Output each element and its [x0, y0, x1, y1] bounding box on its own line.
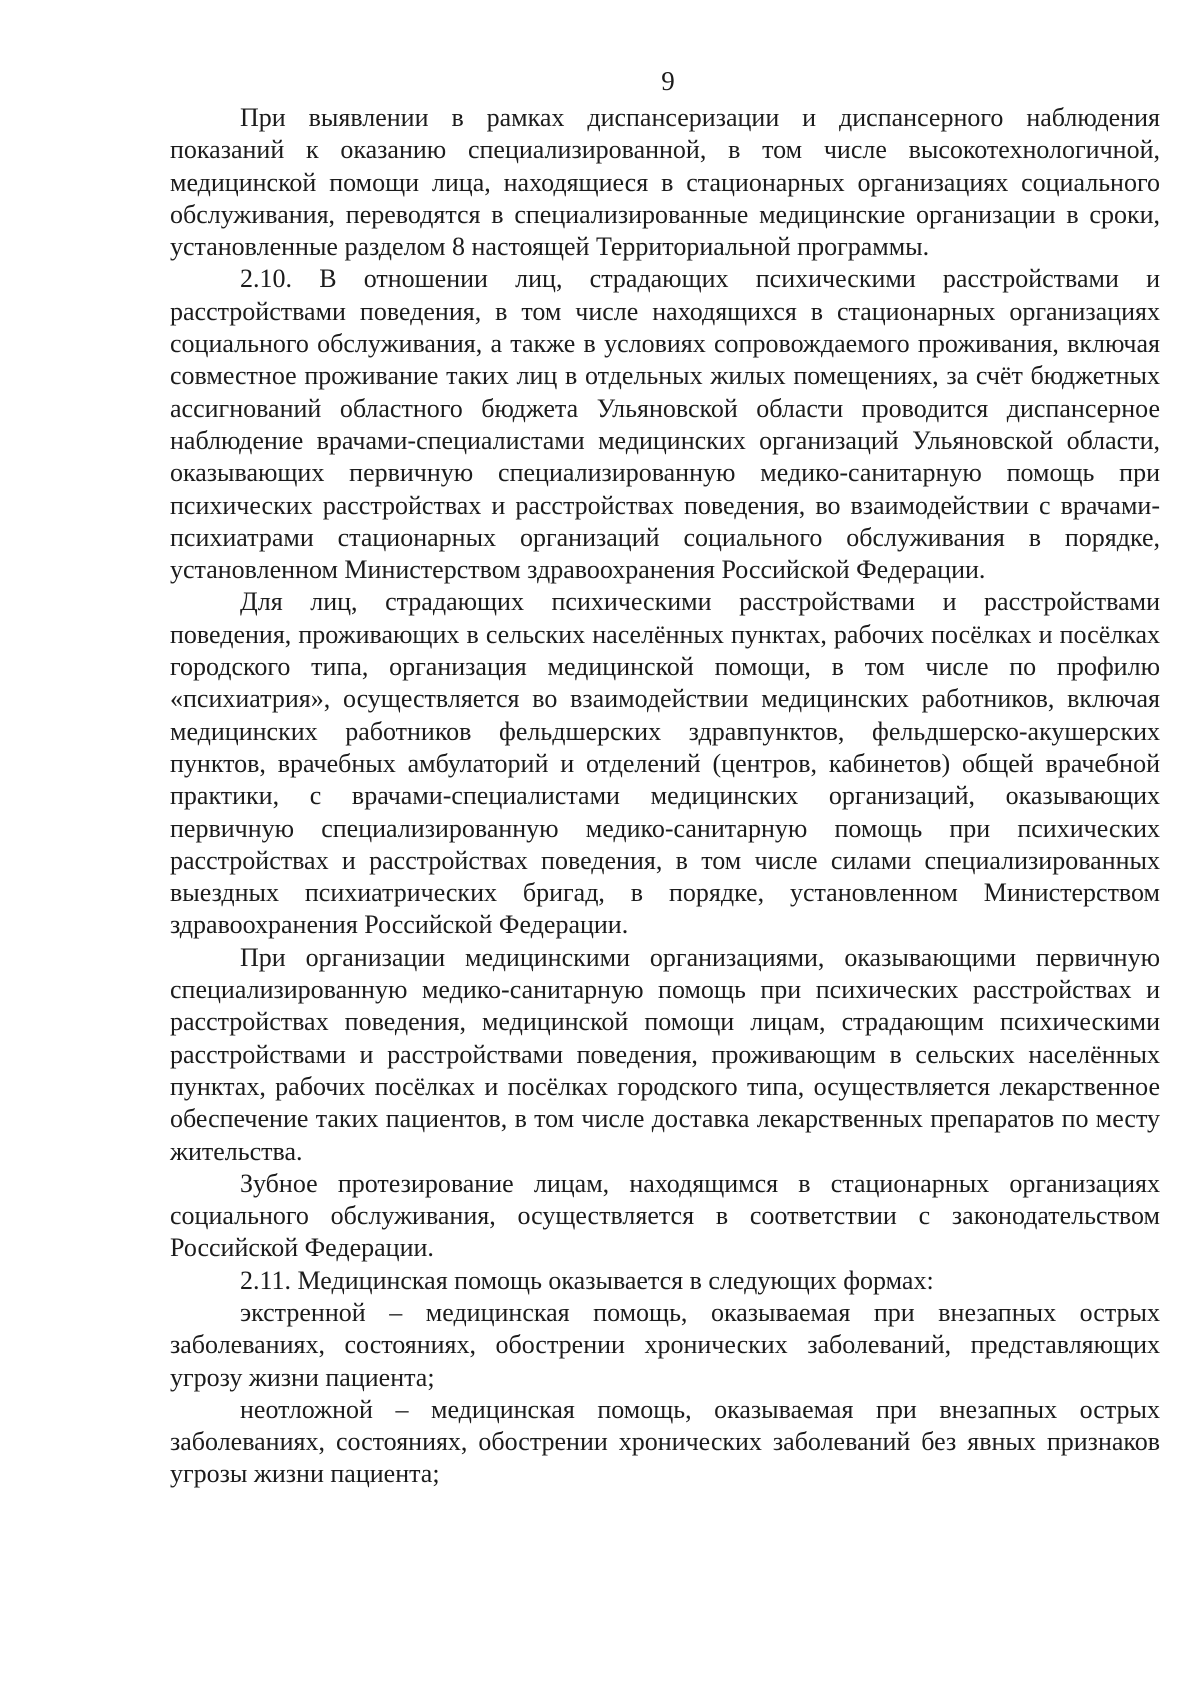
paragraph-transfer-specialized-care: При выявлении в рамках диспансеризации и диспансерного наблюдения показаний к оказанию специализированной, в том числе высокотехнологичной, медицинской помощи лица, находящиеся в стационарных организациях социального обслуживания, переводятся в специализированные медицинские организации в сроки, установленные разделом 8 настоящей Территориальной программы. [170, 103, 1160, 262]
paragraph-drug-provision: При организации медицинскими организациями, оказывающими первичную специализированную медико-санитарную помощь при психических расстройствах и расстройствах поведения, медицинской помощи лицам, страдающим психическими расстройствами и расстройствами поведения, проживающим в сельских населённых пунктах, рабочих посёлках и посёлках городского типа, осуществляется лекарственное обеспечение таких пациентов, в том числе доставка лекарственных препаратов по месту жительства. [170, 942, 1160, 1166]
paragraph-emergency-form: экстренной – медицинская помощь, оказываемая при внезапных острых заболеваниях, состояниях, обострении хронических заболеваний, представляющих угрозу жизни пациента; [170, 1297, 1160, 1392]
paragraph-dental-prosthetics: Зубное протезирование лицам, находящимся в стационарных организациях социального обслуживания, осуществляется в соответствии с законодательством Российской Федерации. [170, 1168, 1160, 1263]
document-page [170, 62, 1160, 1491]
paragraph-urgent-form: неотложной – медицинская помощь, оказываемая при внезапных острых заболеваниях, состояниях, обострении хронических заболеваний без явных признаков угрозы жизни пациента; [170, 1394, 1160, 1489]
paragraph-rural-psychiatric-care: Для лиц, страдающих психическими расстройствами и расстройствами поведения, проживающих в сельских населённых пунктах, рабочих посёлках и посёлках городского типа, организация медицинской помощи, в том числе по профилю «психиатрия», осуществляется во взаимодействии медицинских работников, включая медицинских работников фельдшерских здравпунктов, фельдшерско-акушерских пунктов, врачебных амбулаторий и отделений (центров, кабинетов) общей врачебной практики, с врачами-специалистами медицинских организаций, оказывающих первичную специализированную медико-санитарную помощь при психических расстройствах и расстройствах поведения, в том числе силами специализированных выездных психиатрических бригад, в порядке, установленном Министерством здравоохранения Российской Федерации. [170, 587, 1160, 940]
paragraph-2-11-forms-of-care: 2.11. Медицинская помощь оказывается в следующих формах: [240, 1265, 934, 1295]
paragraph-2-10-mental-disorders: 2.10. В отношении лиц, страдающих психическими расстройствами и расстройствами поведения, в том числе находящихся в стационарных организациях социального обслуживания, а также в условиях сопровождаемого проживания, включая совместное проживание таких лиц в отдельных жилых помещениях, за счёт бюджетных ассигнований областного бюджета Ульяновской области проводится диспансерное наблюдение врачами-специалистами медицинских организаций Ульяновской области, оказывающих первичную специализированную медико-санитарную помощь при психических расстройствах и расстройствах поведения, во взаимодействии с врачами-психиатрами стационарных организаций социального обслуживания в порядке, установленном Министерством здравоохранения Российской Федерации. [170, 264, 1160, 585]
page-number: 9 [661, 66, 675, 96]
